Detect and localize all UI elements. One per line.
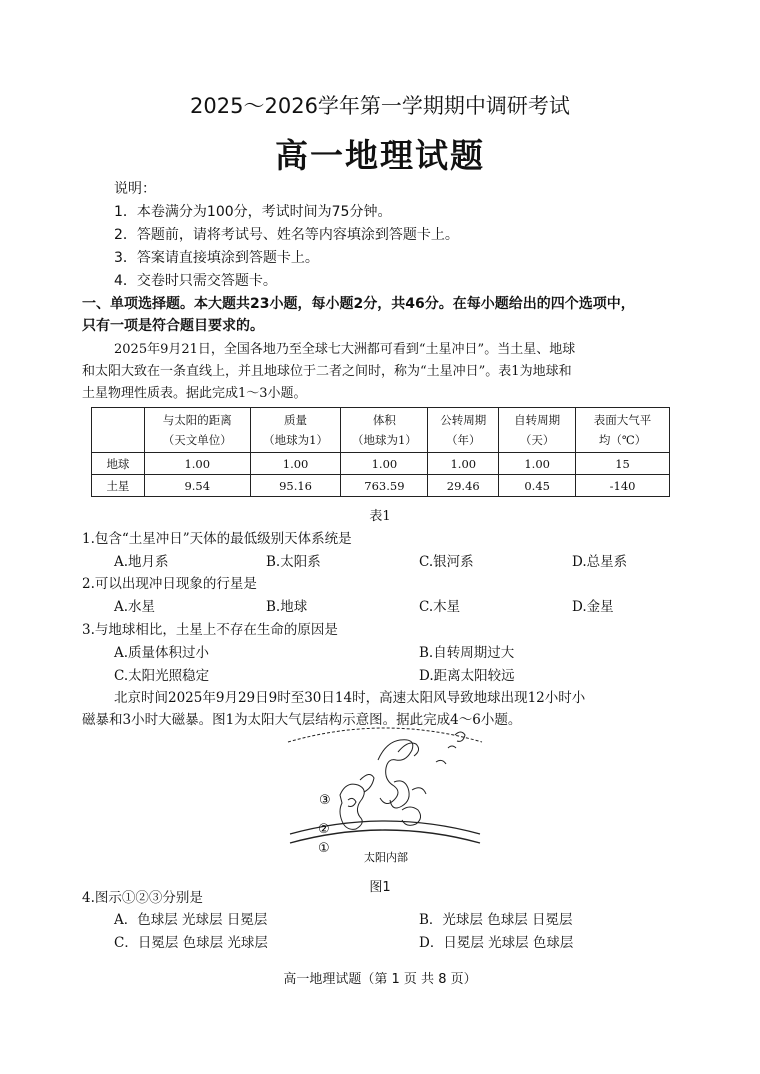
passage1-line2: 和太阳大致在一条直线上，并且地球位于二者之间时，称为“土星冲日”。表1为地球和: [82, 364, 572, 379]
question-option[interactable]: B.地球: [266, 599, 308, 615]
figure-caption: 图1: [369, 880, 391, 895]
question-stem: 4.图示①②③分别是: [82, 890, 203, 906]
table-caption: 表1: [369, 509, 391, 524]
question-option[interactable]: A．色球层 光球层 日冕层: [114, 912, 268, 928]
table-cell: 1.00: [499, 453, 576, 475]
table-row: [92, 453, 670, 475]
question-option[interactable]: C.太阳光照稳定: [114, 668, 210, 684]
table-cell: 29.46: [428, 475, 499, 497]
table-header-cell: 公转周期 （年）: [428, 408, 499, 453]
passage2-line2: 磁暴和3小时大磁暴。图1为太阳大气层结构示意图。据此完成4～6小题。: [82, 712, 522, 728]
note-item: 1．本卷满分为100分，考试时间为75分钟。: [114, 204, 392, 220]
solar-prominences: [340, 732, 465, 829]
question-option[interactable]: C.木星: [419, 599, 461, 615]
table-header-cell: 体积 （地球为1）: [341, 408, 428, 453]
question-option[interactable]: A.质量体积过小: [114, 645, 210, 661]
note-item: 3．答案请直接填涂到答题卡上。: [114, 250, 319, 266]
chromosphere-arc: [290, 821, 480, 834]
page-footer: 高一地理试题（第 1 页 共 8 页）: [283, 972, 477, 987]
table-cell: 1.00: [341, 453, 428, 475]
table-cell: 9.54: [144, 475, 250, 497]
question-option[interactable]: B.太阳系: [266, 554, 321, 570]
table-cell: 1.00: [250, 453, 341, 475]
table-cell: 15: [576, 453, 670, 475]
label-layer-2: ②: [318, 822, 330, 837]
table-header-cell: [92, 408, 145, 453]
passage1-line3: 土星物理性质表。据此完成1～3小题。: [82, 386, 307, 401]
question-option[interactable]: D．日冕层 光球层 色球层: [419, 935, 574, 951]
table-header-cell: 表面大气平 均（℃）: [576, 408, 670, 453]
label-layer-1: ①: [318, 841, 330, 856]
table-cell: 1.00: [144, 453, 250, 475]
passage1-line1: 2025年9月21日，全国各地乃至全球七大洲都可看到“土星冲日”。当土星、地球: [114, 342, 576, 357]
question-option[interactable]: D.金星: [572, 599, 614, 615]
question-option[interactable]: A.地月系: [114, 554, 169, 570]
label-layer-3: ③: [319, 793, 331, 808]
note-item: 2．答题前，请将考试号、姓名等内容填涂到答题卡上。: [114, 227, 459, 243]
table-header-cell: 自转周期 （天）: [499, 408, 576, 453]
subject-title: 高一地理试题: [275, 136, 485, 175]
question-option[interactable]: A.水星: [114, 599, 156, 615]
section-heading-line1: 一、单项选择题。本大题共23小题，每小题2分，共46分。在每小题给出的四个选项中，: [82, 296, 635, 312]
question-option[interactable]: C．日冕层 色球层 光球层: [114, 935, 268, 951]
table-header-row: [92, 408, 670, 453]
table-header-cell: 与太阳的距离 （天文单位）: [144, 408, 250, 453]
question-stem: 2.可以出现冲日现象的行星是: [82, 576, 257, 592]
notes-heading: 说明：: [114, 181, 156, 197]
table-cell: 1.00: [428, 453, 499, 475]
sun-interior-label: 太阳内部: [364, 851, 408, 864]
question-option[interactable]: D.距离太阳较远: [419, 668, 515, 684]
photosphere-arc: [290, 830, 480, 843]
planet-properties-table: [91, 407, 670, 497]
table-cell: 地球: [92, 453, 145, 475]
passage2-line1: 北京时间2025年9月29日9时至30日14时，高速太阳风导致地球出现12小时小: [114, 690, 586, 706]
question-option[interactable]: C.银河系: [419, 554, 474, 570]
question-option[interactable]: B.自转周期过大: [419, 645, 515, 661]
section-heading-line2: 只有一项是符合题目要求的。: [82, 318, 264, 334]
question-stem: 1.包含“土星冲日”天体的最低级别天体系统是: [82, 531, 352, 547]
table-header-cell: 质量 （地球为1）: [250, 408, 341, 453]
question-option[interactable]: D.总星系: [572, 554, 628, 570]
table-cell: 0.45: [499, 475, 576, 497]
table-cell: 95.16: [250, 475, 341, 497]
question-option[interactable]: B．光球层 色球层 日冕层: [419, 912, 573, 928]
question-stem: 3.与地球相比，土星上不存在生命的原因是: [82, 622, 338, 638]
note-item: 4．交卷时只需交答题卡。: [114, 273, 277, 289]
corona-boundary: [288, 728, 482, 742]
table-cell: 土星: [92, 475, 145, 497]
table-cell: 763.59: [341, 475, 428, 497]
table-row: [92, 475, 670, 497]
table-cell: -140: [576, 475, 670, 497]
exam-title: 2025～2026学年第一学期期中调研考试: [190, 94, 570, 118]
